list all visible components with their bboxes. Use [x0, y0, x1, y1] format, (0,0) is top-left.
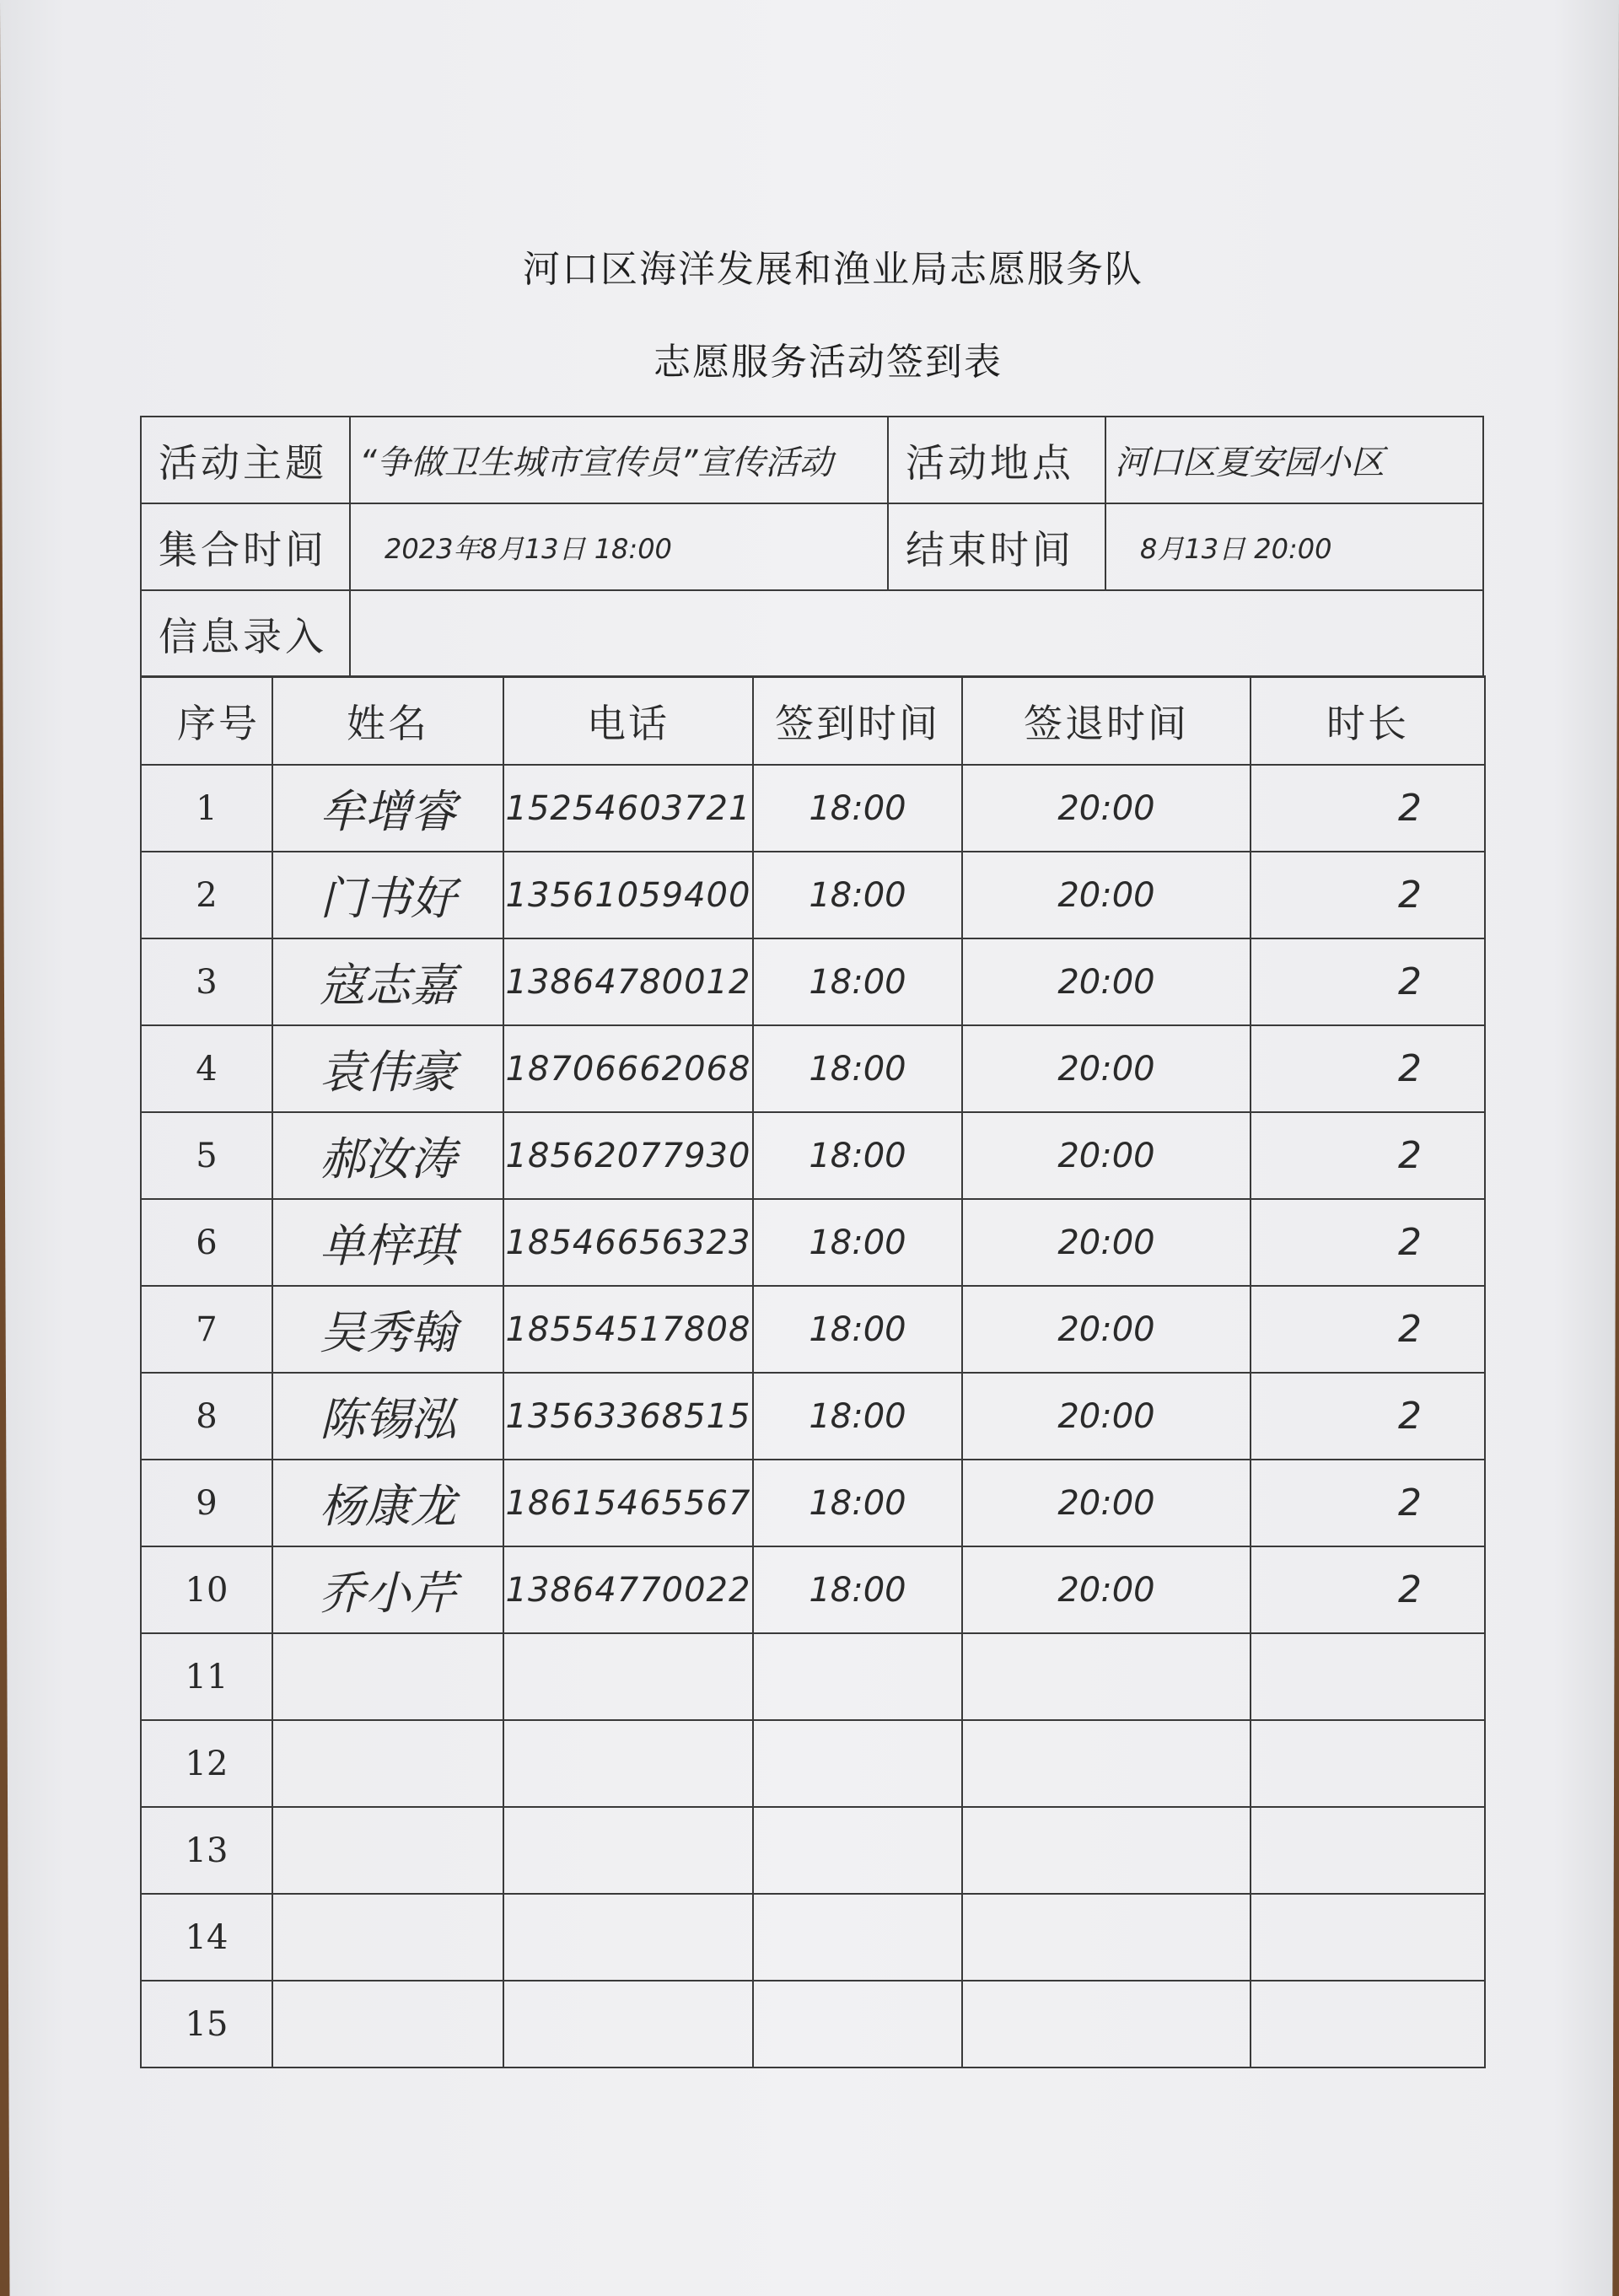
row-name: 陈锡泓 [272, 1373, 503, 1460]
row-index: 13 [141, 1807, 272, 1894]
row-checkout: 20:00 [962, 1199, 1251, 1286]
row-checkout: 20:00 [962, 1460, 1251, 1546]
place-label: 活动地点 [888, 417, 1105, 503]
table-row [141, 1460, 1485, 1546]
theme-value: “争做卫生城市宣传员”宣传活动 [350, 417, 888, 503]
row-index: 5 [141, 1112, 272, 1199]
document-subtitle: 志愿服务活动签到表 [654, 341, 1003, 384]
row-index: 8 [141, 1373, 272, 1460]
row-index: 4 [141, 1025, 272, 1112]
row-checkin [753, 1633, 962, 1720]
table-row [141, 1894, 1485, 1981]
row-phone [503, 1633, 753, 1720]
row-checkout [962, 1720, 1251, 1807]
row-phone: 18546656323 [503, 1199, 753, 1286]
row-duration: 2 [1251, 1373, 1485, 1460]
row-phone: 18554517808 [503, 1286, 753, 1373]
row-checkout: 20:00 [962, 852, 1251, 938]
info-entry-value [350, 590, 1483, 677]
row-checkin: 18:00 [753, 1025, 962, 1112]
row-checkin [753, 1894, 962, 1981]
row-checkout [962, 1807, 1251, 1894]
row-checkout [962, 1981, 1251, 2067]
table-row [141, 1720, 1485, 1807]
row-phone: 18706662068 [503, 1025, 753, 1112]
row-checkin [753, 1720, 962, 1807]
row-checkout: 20:00 [962, 1112, 1251, 1199]
end-time-label: 结束时间 [888, 503, 1105, 590]
row-checkin: 18:00 [753, 1199, 962, 1286]
header-checkout: 签退时间 [962, 676, 1251, 765]
table-row [141, 1981, 1485, 2067]
row-name: 吴秀翰 [272, 1286, 503, 1373]
row-checkout: 20:00 [962, 1286, 1251, 1373]
row-checkout: 20:00 [962, 938, 1251, 1025]
row-duration: 2 [1251, 1546, 1485, 1633]
row-index: 9 [141, 1460, 272, 1546]
table-row [141, 852, 1485, 938]
row-checkout: 20:00 [962, 1025, 1251, 1112]
header-index: 序号 [141, 676, 272, 765]
row-checkin: 18:00 [753, 938, 962, 1025]
row-duration [1251, 1981, 1485, 2067]
table-row [141, 1025, 1485, 1112]
row-duration [1251, 1633, 1485, 1720]
table-row [141, 1807, 1485, 1894]
row-checkin: 18:00 [753, 1460, 962, 1546]
row-name: 杨康龙 [272, 1460, 503, 1546]
table-row [141, 1633, 1485, 1720]
row-name: 袁伟豪 [272, 1025, 503, 1112]
row-name: 乔小芹 [272, 1546, 503, 1633]
row-phone: 13563368515 [503, 1373, 753, 1460]
row-checkout: 20:00 [962, 1373, 1251, 1460]
table-row [141, 765, 1485, 852]
activity-info-table [140, 416, 1484, 678]
info-entry-label: 信息录入 [141, 590, 350, 677]
row-phone: 13561059400 [503, 852, 753, 938]
row-index: 6 [141, 1199, 272, 1286]
row-duration [1251, 1720, 1485, 1807]
row-checkin: 18:00 [753, 1286, 962, 1373]
table-row [141, 1546, 1485, 1633]
header-duration: 时长 [1251, 676, 1485, 765]
header-name: 姓名 [272, 676, 503, 765]
row-duration: 2 [1251, 1460, 1485, 1546]
row-phone [503, 1894, 753, 1981]
row-duration: 2 [1251, 765, 1485, 852]
place-value: 河口区夏安园小区 [1105, 417, 1483, 503]
row-duration: 2 [1251, 1025, 1485, 1112]
row-phone: 15254603721 [503, 765, 753, 852]
signin-table [140, 675, 1486, 2068]
row-phone: 18615465567 [503, 1460, 753, 1546]
info-row-theme [141, 417, 1483, 503]
row-checkout [962, 1633, 1251, 1720]
row-name [272, 1807, 503, 1894]
row-duration [1251, 1894, 1485, 1981]
table-row [141, 1112, 1485, 1199]
row-name [272, 1981, 503, 2067]
row-name: 门书好 [272, 852, 503, 938]
row-phone [503, 1807, 753, 1894]
row-phone: 18562077930 [503, 1112, 753, 1199]
row-name: 单梓琪 [272, 1199, 503, 1286]
header-phone: 电话 [503, 676, 753, 765]
row-checkin: 18:00 [753, 1373, 962, 1460]
row-checkin: 18:00 [753, 765, 962, 852]
end-time-value: 8月13日 20:00 [1105, 503, 1483, 590]
row-phone: 13864770022 [503, 1546, 753, 1633]
table-header-row [141, 676, 1485, 765]
row-index: 7 [141, 1286, 272, 1373]
table-row [141, 1373, 1485, 1460]
row-index: 10 [141, 1546, 272, 1633]
row-index: 12 [141, 1720, 272, 1807]
row-duration: 2 [1251, 852, 1485, 938]
row-duration [1251, 1807, 1485, 1894]
info-row-time [141, 503, 1483, 590]
row-name: 寇志嘉 [272, 938, 503, 1025]
row-phone: 13864780012 [503, 938, 753, 1025]
gather-time-label: 集合时间 [141, 503, 350, 590]
row-phone [503, 1720, 753, 1807]
row-checkout [962, 1894, 1251, 1981]
theme-label: 活动主题 [141, 417, 350, 503]
row-index: 2 [141, 852, 272, 938]
row-index: 15 [141, 1981, 272, 2067]
table-row [141, 938, 1485, 1025]
row-checkin: 18:00 [753, 1112, 962, 1199]
row-index: 11 [141, 1633, 272, 1720]
table-row [141, 1199, 1485, 1286]
row-checkin: 18:00 [753, 1546, 962, 1633]
row-name [272, 1894, 503, 1981]
row-index: 14 [141, 1894, 272, 1981]
gather-time-value: 2023年8月13日 18:00 [350, 503, 888, 590]
row-checkin: 18:00 [753, 852, 962, 938]
row-index: 1 [141, 765, 272, 852]
row-index: 3 [141, 938, 272, 1025]
row-name: 牟增睿 [272, 765, 503, 852]
row-phone [503, 1981, 753, 2067]
header-checkin: 签到时间 [753, 676, 962, 765]
row-name [272, 1633, 503, 1720]
row-duration: 2 [1251, 1199, 1485, 1286]
info-row-entry [141, 590, 1483, 677]
document-title: 河口区海洋发展和渔业局志愿服务队 [523, 248, 1143, 291]
row-duration: 2 [1251, 1286, 1485, 1373]
row-name [272, 1720, 503, 1807]
row-duration: 2 [1251, 1112, 1485, 1199]
row-checkin [753, 1807, 962, 1894]
row-checkout: 20:00 [962, 765, 1251, 852]
row-name: 郝汝涛 [272, 1112, 503, 1199]
row-checkin [753, 1981, 962, 2067]
row-checkout: 20:00 [962, 1546, 1251, 1633]
row-duration: 2 [1251, 938, 1485, 1025]
table-row [141, 1286, 1485, 1373]
